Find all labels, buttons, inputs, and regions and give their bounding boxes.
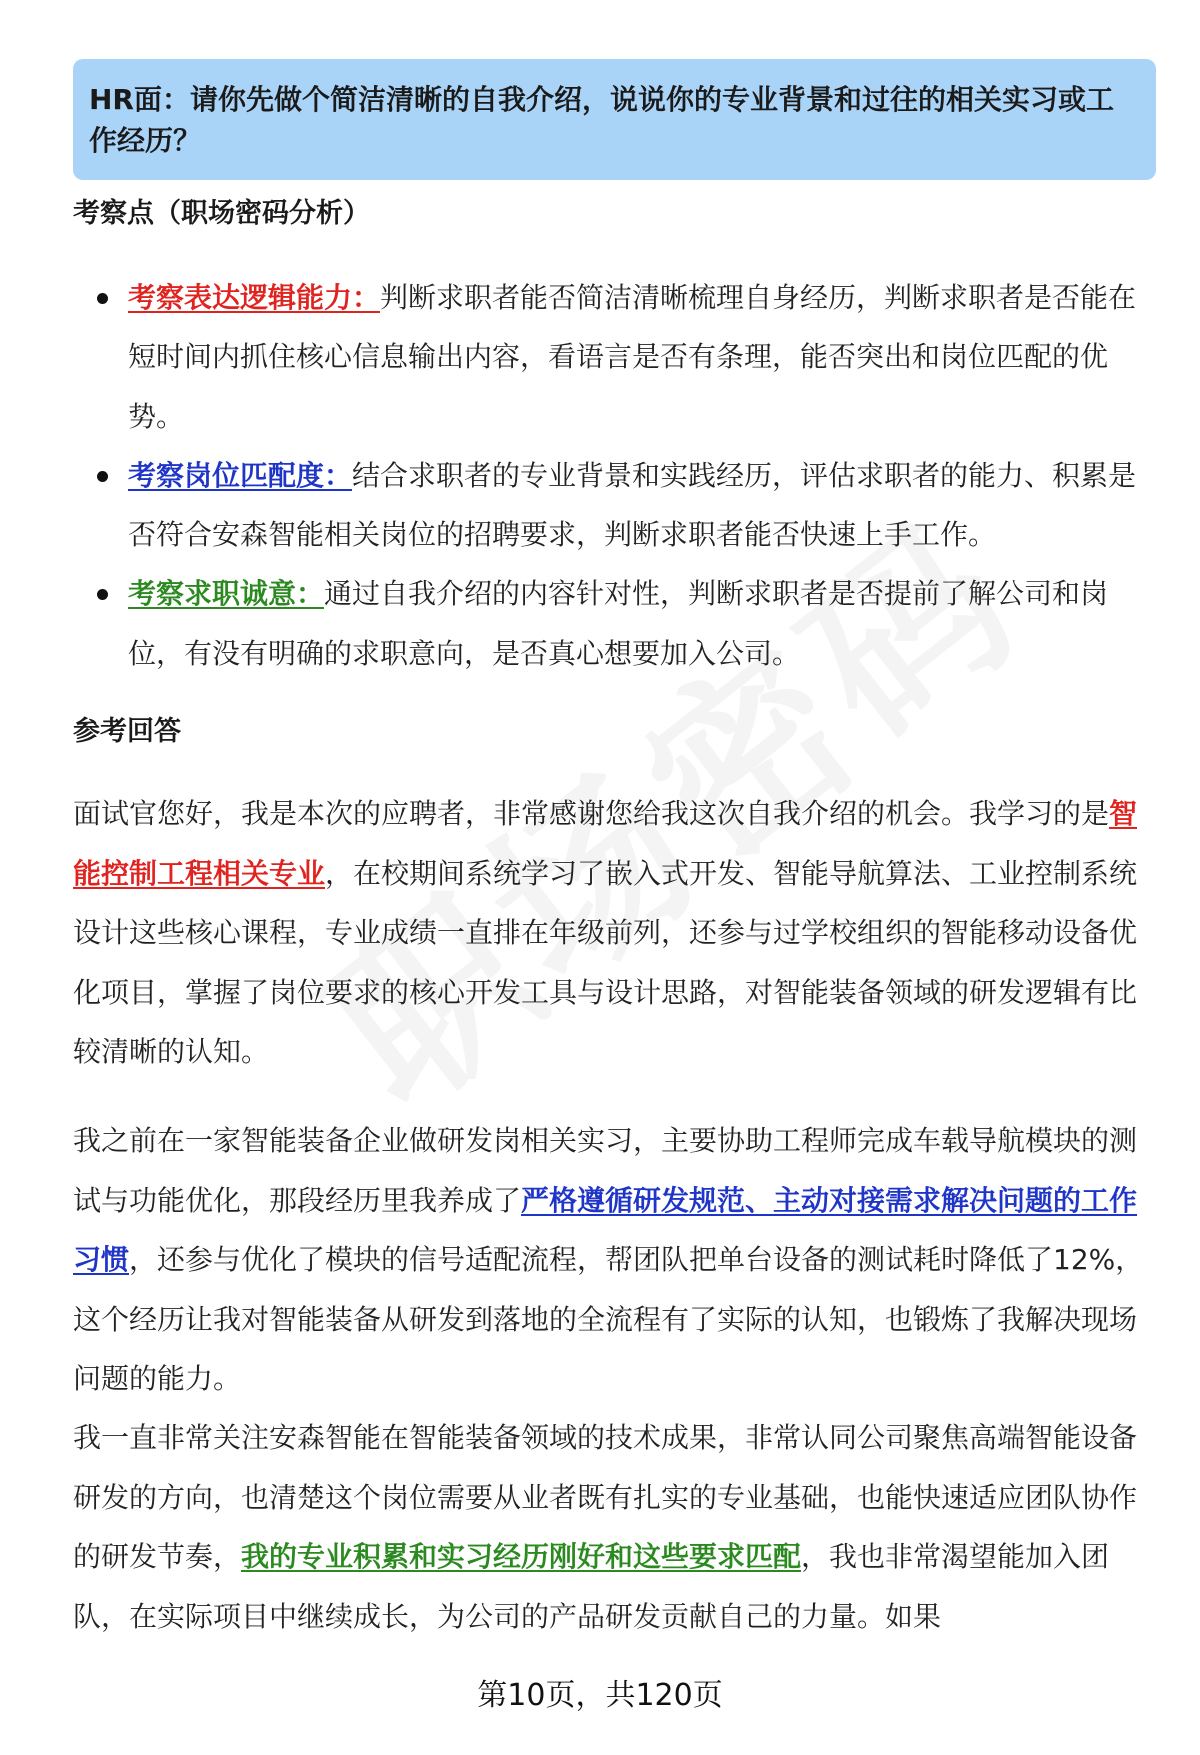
- paragraph-text: 我之前在一家智能装备企业做研发岗相关实习，主要协助工程师完成车载导航模块的测试与功能优化，那段经历里我养成了: [73, 1124, 1138, 1217]
- assessment-text: 通过自我介绍的内容针对性，判断求职者是否提前了解公司和岗位，有没有明确的求职意向，是否真心想要加入公司。: [128, 577, 1109, 670]
- answer-paragraph-2: [73, 1111, 1156, 1409]
- assessment-title: 考察点（职场密码分析）: [73, 198, 370, 229]
- highlight-text: 严格遵循研发规范、主动对接需求解决问题的工作习惯: [73, 1183, 1138, 1276]
- page-number: 第10页，共120页: [477, 1678, 723, 1713]
- paragraph-text: ，还参与优化了模块的信号适配流程，帮团队把单台设备的测试耗时降低了12%，这个经历让我对智能装备从研发到落地的全流程有了实际的认知，也锻炼了我解决现场问题的能力。: [73, 1243, 1144, 1395]
- assessment-label: 考察表达逻辑能力：: [128, 281, 381, 314]
- highlight-text: 智能控制工程相关专业: [73, 797, 1138, 890]
- assessment-item: [73, 268, 1156, 446]
- question-box: [73, 59, 1156, 180]
- paragraph-text: 我一直非常关注安森智能在智能装备领域的技术成果，非常认同公司聚焦高端智能设备研发的方向，也清楚这个岗位需要从业者既有扎实的专业基础，也能快速适应团队协作的研发节奏，: [73, 1421, 1138, 1573]
- answer-title: 参考回答: [73, 716, 181, 747]
- assessment-label: 考察岗位匹配度：: [128, 458, 353, 492]
- question-text: HR面：请你先做个简洁清晰的自我介绍，说说你的专业背景和过往的相关实习或工作经历？: [89, 83, 1114, 157]
- paragraph-text: ，在校期间系统学习了嵌入式开发、智能导航算法、工业控制系统设计这些核心课程，专业成绩一直排在年级前列，还参与过学校组织的智能移动设备优化项目，掌握了岗位要求的核心开发工具与设计思路，对智能装备领域的研发逻辑有比较清晰的认知。: [73, 856, 1138, 1068]
- bullet-icon: [97, 471, 108, 482]
- assessment-item: [73, 564, 1156, 683]
- bullet-icon: [97, 589, 108, 600]
- paragraph-text: 面试官您好，我是本次的应聘者，非常感谢您给我这次自我介绍的机会。我学习的是: [73, 797, 1110, 830]
- assessment-list: [73, 268, 1156, 683]
- assessment-text: 判断求职者能否简洁清晰梳理自身经历，判断求职者是否能在短时间内抓住核心信息输出内容，看语言是否有条理，能否突出和岗位匹配的优势。: [128, 281, 1137, 433]
- assessment-text: 结合求职者的专业背景和实践经历，评估求职者的能力、积累是否符合安森智能相关岗位的招聘要求，判断求职者能否快速上手工作。: [128, 458, 1137, 552]
- answer-paragraph-3: [73, 1408, 1156, 1646]
- assessment-item: [73, 446, 1156, 565]
- highlight-text: 我的专业积累和实习经历刚好和这些要求匹配: [241, 1540, 802, 1573]
- answer-paragraph-1: [73, 784, 1156, 1082]
- paragraph-text: ，我也非常渴望能加入团队，在实际项目中继续成长，为公司的产品研发贡献自己的力量。如果: [73, 1540, 1110, 1633]
- assessment-label: 考察求职诚意：: [128, 577, 325, 611]
- bullet-icon: [97, 293, 108, 304]
